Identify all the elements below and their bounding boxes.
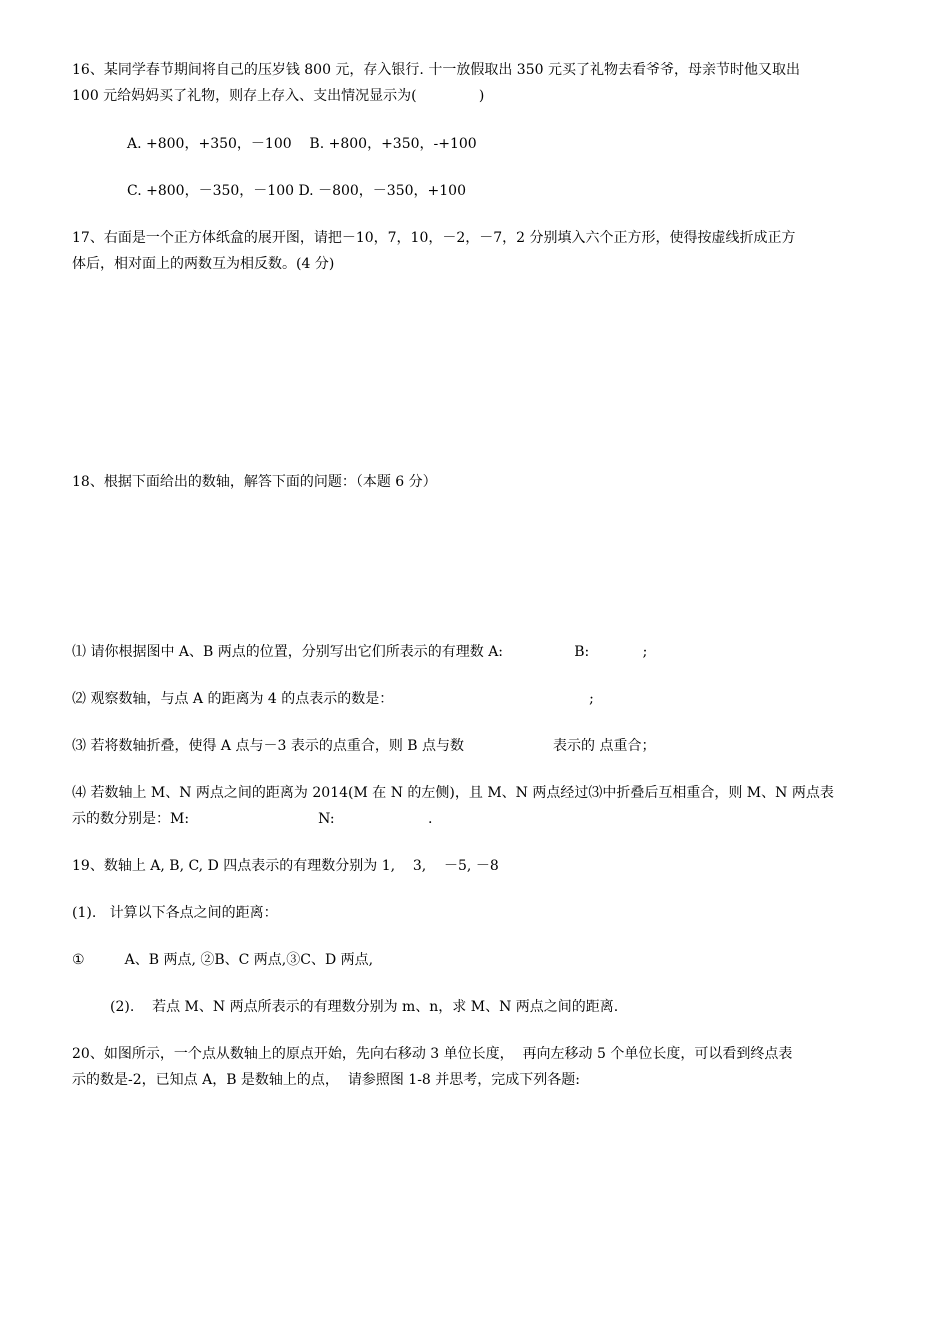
q18-part-4-line-1: ⑷ 若数轴上 M、N 两点之间的距离为 2014(M 在 N 的左侧)，且 M、N 两点经过⑶中折叠后互相重合，则 M、N 两点表 xyxy=(72,785,834,801)
q17-stem-line-1: 17、右面是一个正方体纸盒的展开图，请把－10，7，10，－2，－7，2 分别填入六个正方形，使得按虚线折成正方 xyxy=(72,230,796,246)
q16-stem-line-1: 16、某同学春节期间将自己的压岁钱 800 元，存入银行. 十一放假取出 350 元买了礼物去看爷爷，母亲节时他又取出 xyxy=(72,62,800,78)
q16-options-cd: C. +800，－350，－100 D. －800，－350，+100 xyxy=(127,183,466,199)
q18-part-3: ⑶ 若将数轴折叠，使得 A 点与－3 表示的点重合，则 B 点与数 表示的 点重合； xyxy=(72,738,656,754)
q19-sub-1: (1). 计算以下各点之间的距离： xyxy=(72,905,278,921)
q20-stem-line-1: 20、如图所示，一个点从数轴上的原点开始，先向右移动 3 单位长度， 再向左移动 5 个单位长度，可以看到终点表 xyxy=(72,1046,793,1062)
q18-part-4-line-2: 示的数分别是：M: N: . xyxy=(72,811,433,827)
q18-stem: 18、根据下面给出的数轴，解答下面的问题：（本题 6 分） xyxy=(72,474,437,490)
q18-part-2: ⑵ 观察数轴，与点 A 的距离为 4 的点表示的数是： ; xyxy=(72,691,594,707)
q19-stem: 19、数轴上 A, B, C, D 四点表示的有理数分别为 1, 3, －5, －8 xyxy=(72,858,499,874)
q19-sub-2: (2). 若点 M、N 两点所表示的有理数分别为 m、n，求 M、N 两点之间的距离. xyxy=(110,999,619,1015)
q19-sub-1-items: ① A、B 两点, ②B、C 两点,③C、D 两点, xyxy=(72,952,374,968)
q18-part-1: ⑴ 请你根据图中 A、B 两点的位置，分别写出它们所表示的有理数 A: B: ; xyxy=(72,644,648,660)
q20-stem-line-2: 示的数是-2，已知点 A，B 是数轴上的点， 请参照图 1-8 并思考，完成下列各题: xyxy=(72,1072,580,1088)
q16-options-ab: A. +800，+350，－100 B. +800，+350，-+100 xyxy=(127,136,477,152)
q16-stem-line-2: 100 元给妈妈买了礼物，则存上存入、支出情况显示为( ) xyxy=(72,88,485,104)
q17-stem-line-2: 体后，相对面上的两数互为相反数。(4 分) xyxy=(72,256,335,272)
